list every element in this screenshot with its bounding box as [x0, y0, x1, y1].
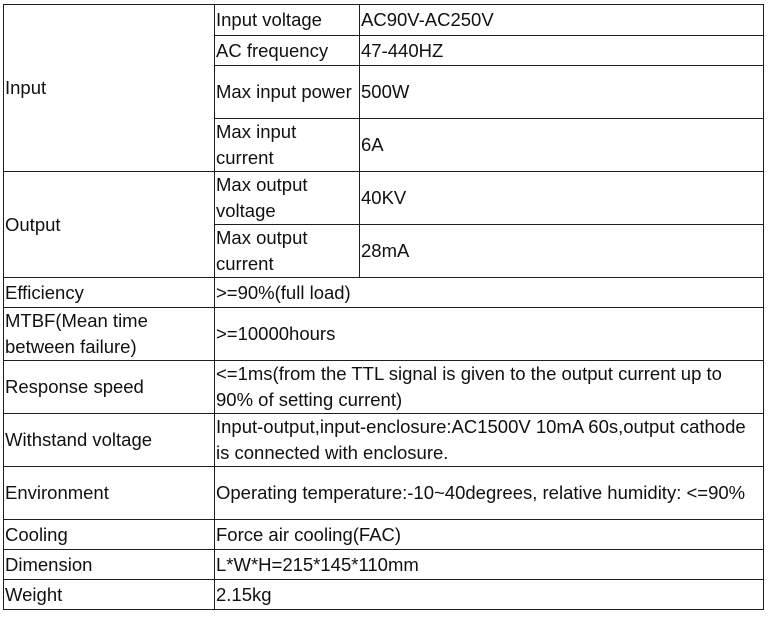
- param-value-input-voltage: AC90V-AC250V: [360, 5, 764, 36]
- value-cooling: Force air cooling(FAC): [215, 520, 764, 550]
- param-value-max-output-voltage: 40KV: [360, 172, 764, 225]
- param-value-ac-frequency: 47-440HZ: [360, 36, 764, 66]
- param-name-ac-frequency: AC frequency: [215, 36, 360, 66]
- table-row: [4, 520, 764, 550]
- param-name-input-voltage: Input voltage: [215, 5, 360, 36]
- value-weight: 2.15kg: [215, 580, 764, 610]
- table-row: [4, 172, 764, 225]
- table-row: [4, 308, 764, 361]
- label-mtbf: MTBF(Mean time between failure): [4, 308, 215, 361]
- value-dimension: L*W*H=215*145*110mm: [215, 550, 764, 580]
- param-name-max-output-current: Max output current: [215, 225, 360, 278]
- table-row: [4, 550, 764, 580]
- value-response-speed: <=1ms(from the TTL signal is given to the output current up to 90% of setting current): [215, 361, 764, 414]
- table-row: [4, 5, 764, 36]
- label-response-speed: Response speed: [4, 361, 215, 414]
- value-mtbf: >=10000hours: [215, 308, 764, 361]
- group-label-output: Output: [4, 172, 215, 278]
- table-row: [4, 278, 764, 308]
- param-name-max-output-voltage: Max output voltage: [215, 172, 360, 225]
- table-row: [4, 467, 764, 520]
- label-efficiency: Efficiency: [4, 278, 215, 308]
- param-name-max-input-current: Max input current: [215, 119, 360, 172]
- param-value-max-output-current: 28mA: [360, 225, 764, 278]
- label-withstand-voltage: Withstand voltage: [4, 414, 215, 467]
- param-value-max-input-power: 500W: [360, 66, 764, 119]
- spec-table: [3, 4, 764, 610]
- table-row: [4, 361, 764, 414]
- param-name-max-input-power: Max input power: [215, 66, 360, 119]
- param-value-max-input-current: 6A: [360, 119, 764, 172]
- table-row: [4, 580, 764, 610]
- label-dimension: Dimension: [4, 550, 215, 580]
- value-withstand-voltage: Input-output,input-enclosure:AC1500V 10mA 60s,output cathode is connected with enclosure.: [215, 414, 764, 467]
- label-environment: Environment: [4, 467, 215, 520]
- table-row: [4, 414, 764, 467]
- value-efficiency: >=90%(full load): [215, 278, 764, 308]
- group-label-input: Input: [4, 5, 215, 172]
- spec-table-wrapper: [3, 4, 764, 610]
- label-cooling: Cooling: [4, 520, 215, 550]
- value-environment: Operating temperature:-10~40degrees, relative humidity: <=90%: [215, 467, 764, 520]
- label-weight: Weight: [4, 580, 215, 610]
